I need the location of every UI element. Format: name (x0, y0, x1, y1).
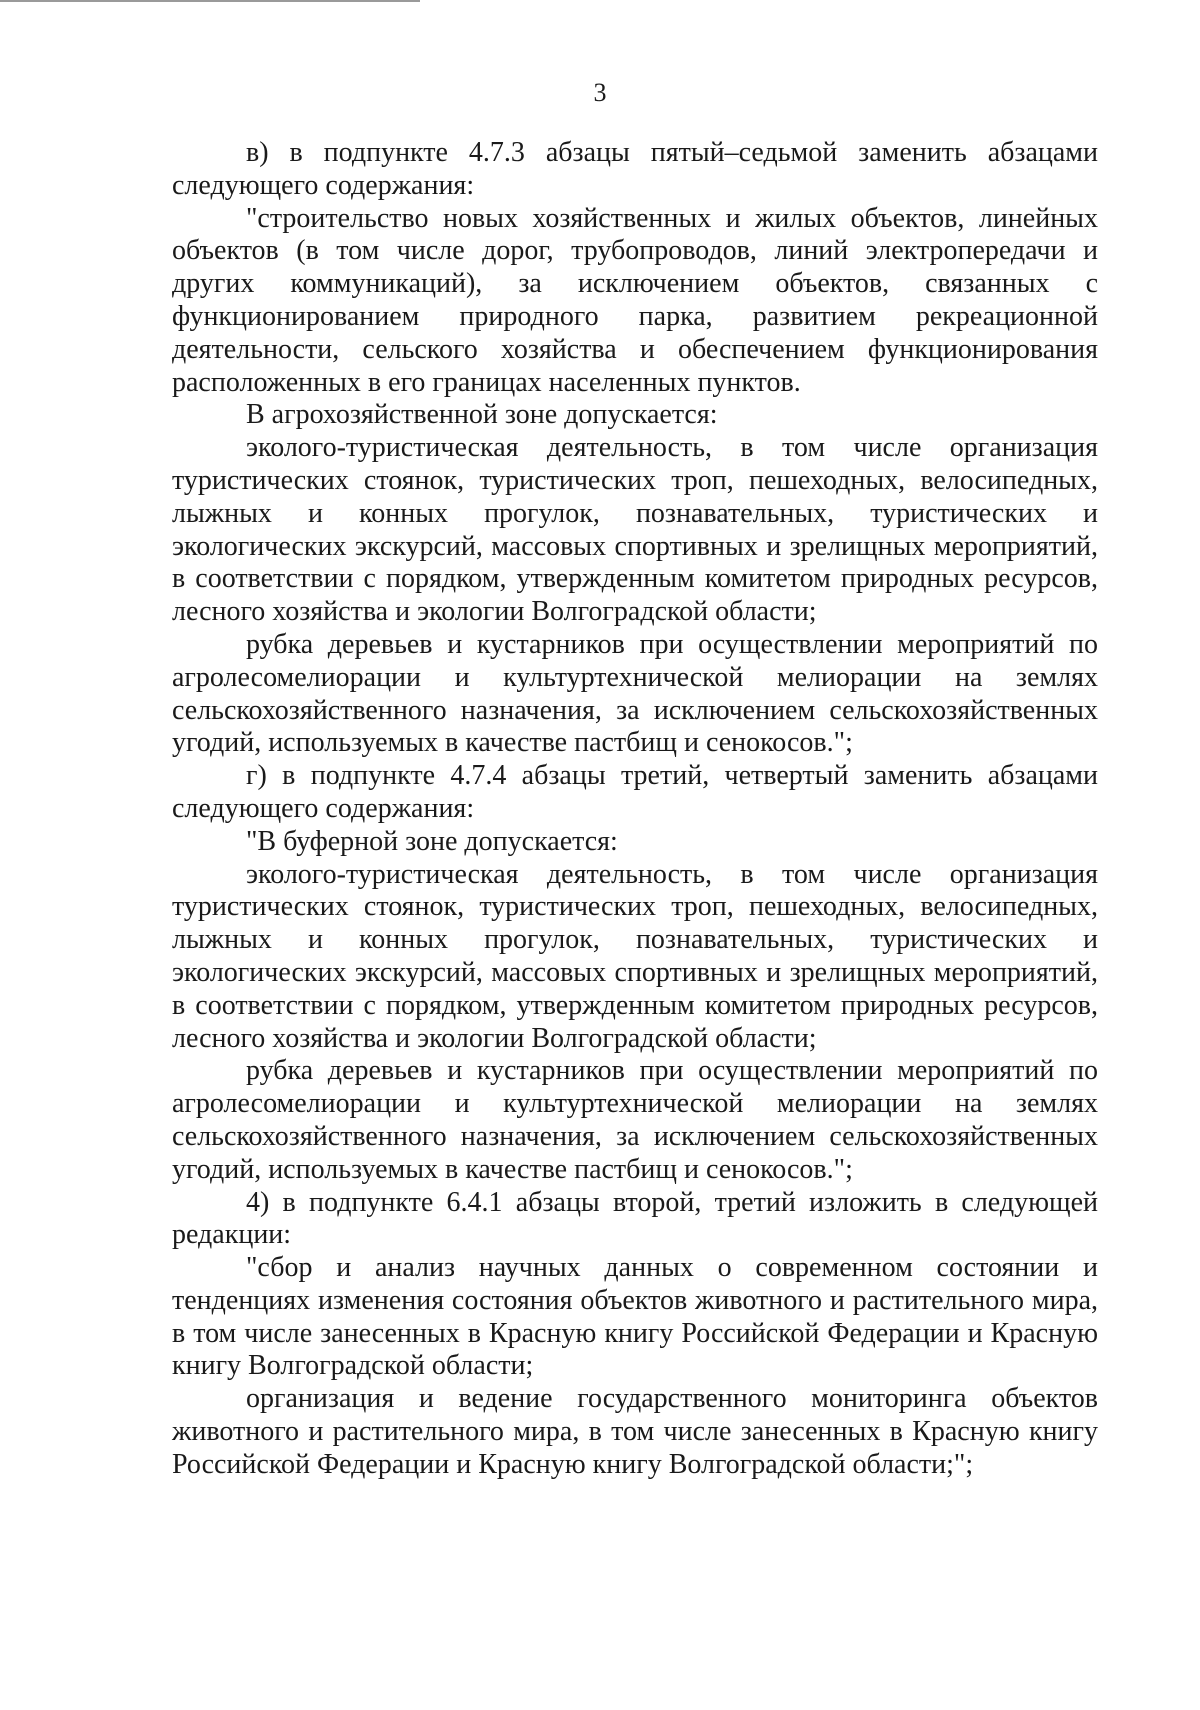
paragraph-construction-ban: "строительство новых хозяйственных и жилых объектов, линейных объектов (в том числе дорог, трубопроводов, линий электропередачи и других коммуникаций), за исключением объектов, связанных с функционированием природного парка, развитием рекреационной деятельности, сельского хозяйства и обеспечением функционирования расположенных в его границах населенных пунктов. (172, 202, 1098, 398)
paragraph-agro-eco-tourism: эколого-туристическая деятельность, в том числе организация туристических стоянок, туристических троп, пешеходных, велосипедных, лыжных и конных прогулок, познавательных, туристических и экологических экскурсий, массовых спортивных и зрелищных мероприятий, в соответствии с порядком, утвержденным комитетом природных ресурсов, лесного хозяйства и экологии Волгоградской области; (172, 432, 1098, 628)
scan-edge-line (0, 0, 420, 2)
paragraph-buffer-eco-tourism: эколого-туристическая деятельность, в том числе организация туристических стоянок, туристических троп, пешеходных, велосипедных, лыжных и конных прогулок, познавательных, туристических и экологических экскурсий, массовых спортивных и зрелищных мероприятий, в соответствии с порядком, утвержденным комитетом природных ресурсов, лесного хозяйства и экологии Волгоградской области; (172, 858, 1098, 1054)
paragraph-agro-zone-heading: В агрохозяйственной зоне допускается: (246, 399, 718, 431)
paragraph-buffer-tree-felling: рубка деревьев и кустарников при осуществлении мероприятий по агролесомелиорации и культуртехнической мелиорации на землях сельскохозяйственного назначения, за исключением сельскохозяйственных угодий, используемых в качестве пастбищ и сенокосов."; (172, 1055, 1098, 1185)
paragraph-item-4: 4) в подпункте 6.4.1 абзацы второй, третий изложить в следующей редакции: (172, 1186, 1098, 1251)
paragraph-item-v: в) в подпункте 4.7.3 абзацы пятый–седьмой заменить абзацами следующего содержания: (172, 137, 1098, 201)
paragraph-monitoring: организация и ведение государственного мониторинга объектов животного и растительного мира, в том числе занесенных в Красную книгу Российской Федерации и Красную книгу Волгоградской области;"; (172, 1383, 1098, 1480)
page-number: 3 (593, 78, 607, 107)
document-body (172, 137, 1098, 1482)
paragraph-item-g: г) в подпункте 4.7.4 абзацы третий, четвертый заменить абзацами следующего содержания: (172, 760, 1098, 824)
paragraph-agro-tree-felling: рубка деревьев и кустарников при осуществлении мероприятий по агролесомелиорации и культуртехнической мелиорации на землях сельскохозяйственного назначения, за исключением сельскохозяйственных угодий, используемых в качестве пастбищ и сенокосов."; (172, 628, 1098, 759)
paragraph-buffer-zone-heading: "В буферной зоне допускается: (246, 825, 618, 857)
paragraph-data-collection: "сбор и анализ научных данных о современном состоянии и тенденциях изменения состояния объектов животного и растительного мира, в том числе занесенных в Красную книгу Российской Федерации и Красную книгу Волгоградской области; (172, 1252, 1098, 1382)
